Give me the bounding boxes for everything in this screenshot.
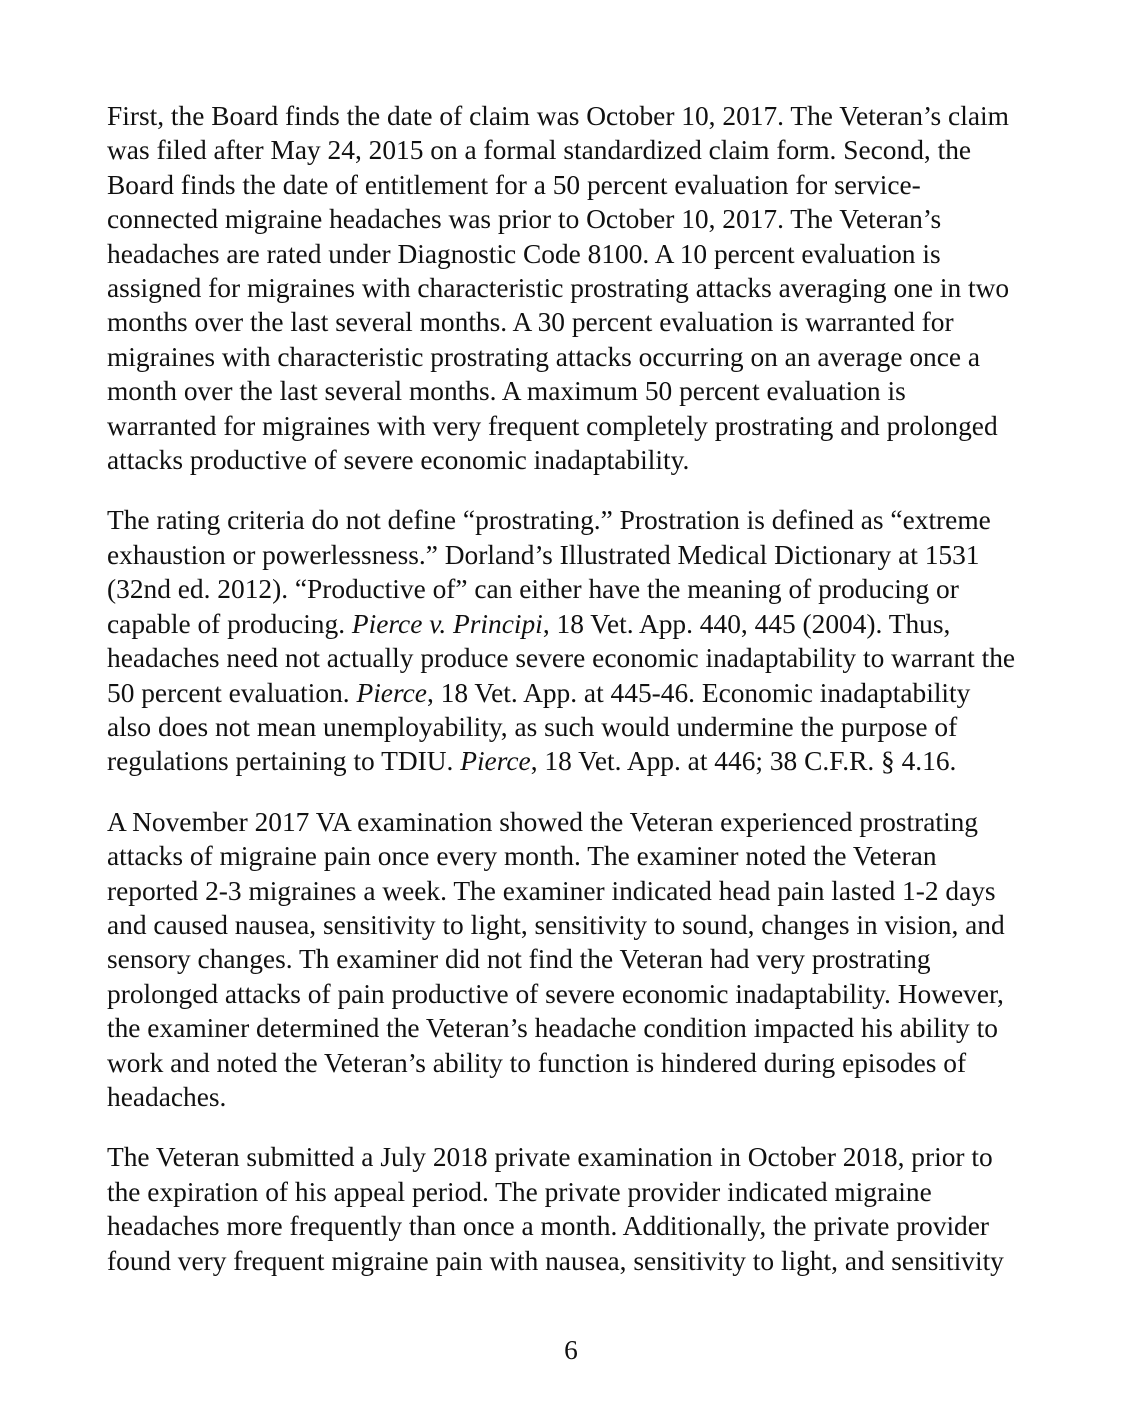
paragraph-4 xyxy=(107,1140,1052,1278)
text-run: regulations pertaining to TDIU. xyxy=(107,746,461,777)
text-line xyxy=(107,572,1052,606)
document-body xyxy=(107,99,1052,1278)
text-run: work and noted the Veteran’s ability to function is hindered during episodes of xyxy=(107,1047,967,1078)
text-run: the expiration of his appeal period. The private provider indicated migraine xyxy=(107,1176,932,1207)
text-run: headaches more frequently than once a month. Additionally, the private provider xyxy=(107,1211,990,1242)
paragraph-2 xyxy=(107,503,1052,778)
text-run: (32nd ed. 2012). “Productive of” can either have the meaning of producing or xyxy=(107,574,959,605)
text-run: attacks productive of severe economic inadaptability. xyxy=(107,445,690,476)
text-run: sensory changes. Th examiner did not find the Veteran had very prostrating xyxy=(107,944,931,975)
text-line xyxy=(107,710,1052,744)
text-line xyxy=(107,942,1052,976)
text-line xyxy=(107,839,1052,873)
text-line xyxy=(107,1209,1052,1243)
text-run: prolonged attacks of pain productive of severe economic inadaptability. However, xyxy=(107,978,1004,1009)
case-citation: Pierce v. Principi xyxy=(351,608,543,639)
text-line xyxy=(107,641,1052,675)
text-line xyxy=(107,305,1052,339)
text-line xyxy=(107,1140,1052,1174)
text-line xyxy=(107,805,1052,839)
text-line xyxy=(107,443,1052,477)
text-run: A November 2017 VA examination showed the Veteran experienced prostrating xyxy=(107,806,978,837)
text-line xyxy=(107,340,1052,374)
text-run: assigned for migraines with characteristic prostrating attacks averaging one in two xyxy=(107,273,1010,304)
text-run: and caused nausea, sensitivity to light, sensitivity to sound, changes in vision, and xyxy=(107,909,1005,940)
text-run: The Veteran submitted a July 2018 private examination in October 2018, prior to xyxy=(107,1142,993,1173)
text-run: also does not mean unemployability, as such would undermine the purpose of xyxy=(107,711,958,742)
text-run: headaches. xyxy=(107,1081,227,1112)
text-run: headaches are rated under Diagnostic Code 8100. A 10 percent evaluation is xyxy=(107,238,941,269)
text-run: , 18 Vet. App. 440, 445 (2004). Thus, xyxy=(542,608,951,639)
text-line xyxy=(107,202,1052,236)
text-line xyxy=(107,168,1052,202)
text-line xyxy=(107,409,1052,443)
text-run: headaches need not actually produce severe economic inadaptability to warrant the xyxy=(107,643,1016,674)
text-run: the examiner determined the Veteran’s headache condition impacted his ability to xyxy=(107,1013,998,1044)
text-line xyxy=(107,237,1052,271)
text-line xyxy=(107,607,1052,641)
text-line xyxy=(107,977,1052,1011)
text-line xyxy=(107,374,1052,408)
text-line xyxy=(107,1080,1052,1114)
paragraph-1 xyxy=(107,99,1052,477)
text-run: found very frequent migraine pain with nausea, sensitivity to light, and sensitivity xyxy=(107,1245,1004,1276)
text-line xyxy=(107,744,1052,778)
text-run: attacks of migraine pain once every month. The examiner noted the Veteran xyxy=(107,841,937,872)
text-run: Board finds the date of entitlement for a 50 percent evaluation for service- xyxy=(107,169,921,200)
text-line xyxy=(107,538,1052,572)
text-line xyxy=(107,99,1052,133)
text-run: , 18 Vet. App. at 446; 38 C.F.R. § 4.16. xyxy=(530,746,957,777)
text-run: reported 2-3 migraines a week. The examiner indicated head pain lasted 1-2 days xyxy=(107,875,996,906)
text-run: , 18 Vet. App. at 445-46. Economic inadaptability xyxy=(426,677,971,708)
text-run: was filed after May 24, 2015 on a formal standardized claim form. Second, the xyxy=(107,135,972,166)
text-line xyxy=(107,874,1052,908)
text-line xyxy=(107,1046,1052,1080)
text-line xyxy=(107,1011,1052,1045)
text-run: 50 percent evaluation. xyxy=(107,677,357,708)
text-line xyxy=(107,133,1052,167)
case-citation: Pierce xyxy=(460,746,531,777)
paragraph-3 xyxy=(107,805,1052,1115)
text-line xyxy=(107,271,1052,305)
text-run: warranted for migraines with very frequent completely prostrating and prolonged xyxy=(107,410,998,441)
text-line xyxy=(107,1175,1052,1209)
text-run: month over the last several months. A maximum 50 percent evaluation is xyxy=(107,376,906,407)
case-citation: Pierce xyxy=(356,677,427,708)
text-run: migraines with characteristic prostrating attacks occurring on an average once a xyxy=(107,341,981,372)
text-run: months over the last several months. A 30 percent evaluation is warranted for xyxy=(107,307,954,338)
text-run: connected migraine headaches was prior to October 10, 2017. The Veteran’s xyxy=(107,204,942,235)
text-line xyxy=(107,908,1052,942)
text-run: capable of producing. xyxy=(107,608,352,639)
text-line xyxy=(107,503,1052,537)
text-run: First, the Board finds the date of claim was October 10, 2017. The Veteran’s claim xyxy=(107,101,1009,131)
text-run: The rating criteria do not define “prostrating.” Prostration is defined as “extreme xyxy=(107,505,991,536)
page-number: 6 xyxy=(564,1335,578,1365)
text-run: exhaustion or powerlessness.” Dorland’s Illustrated Medical Dictionary at 1531 xyxy=(107,539,980,570)
text-line xyxy=(107,1244,1052,1278)
text-line xyxy=(107,676,1052,710)
